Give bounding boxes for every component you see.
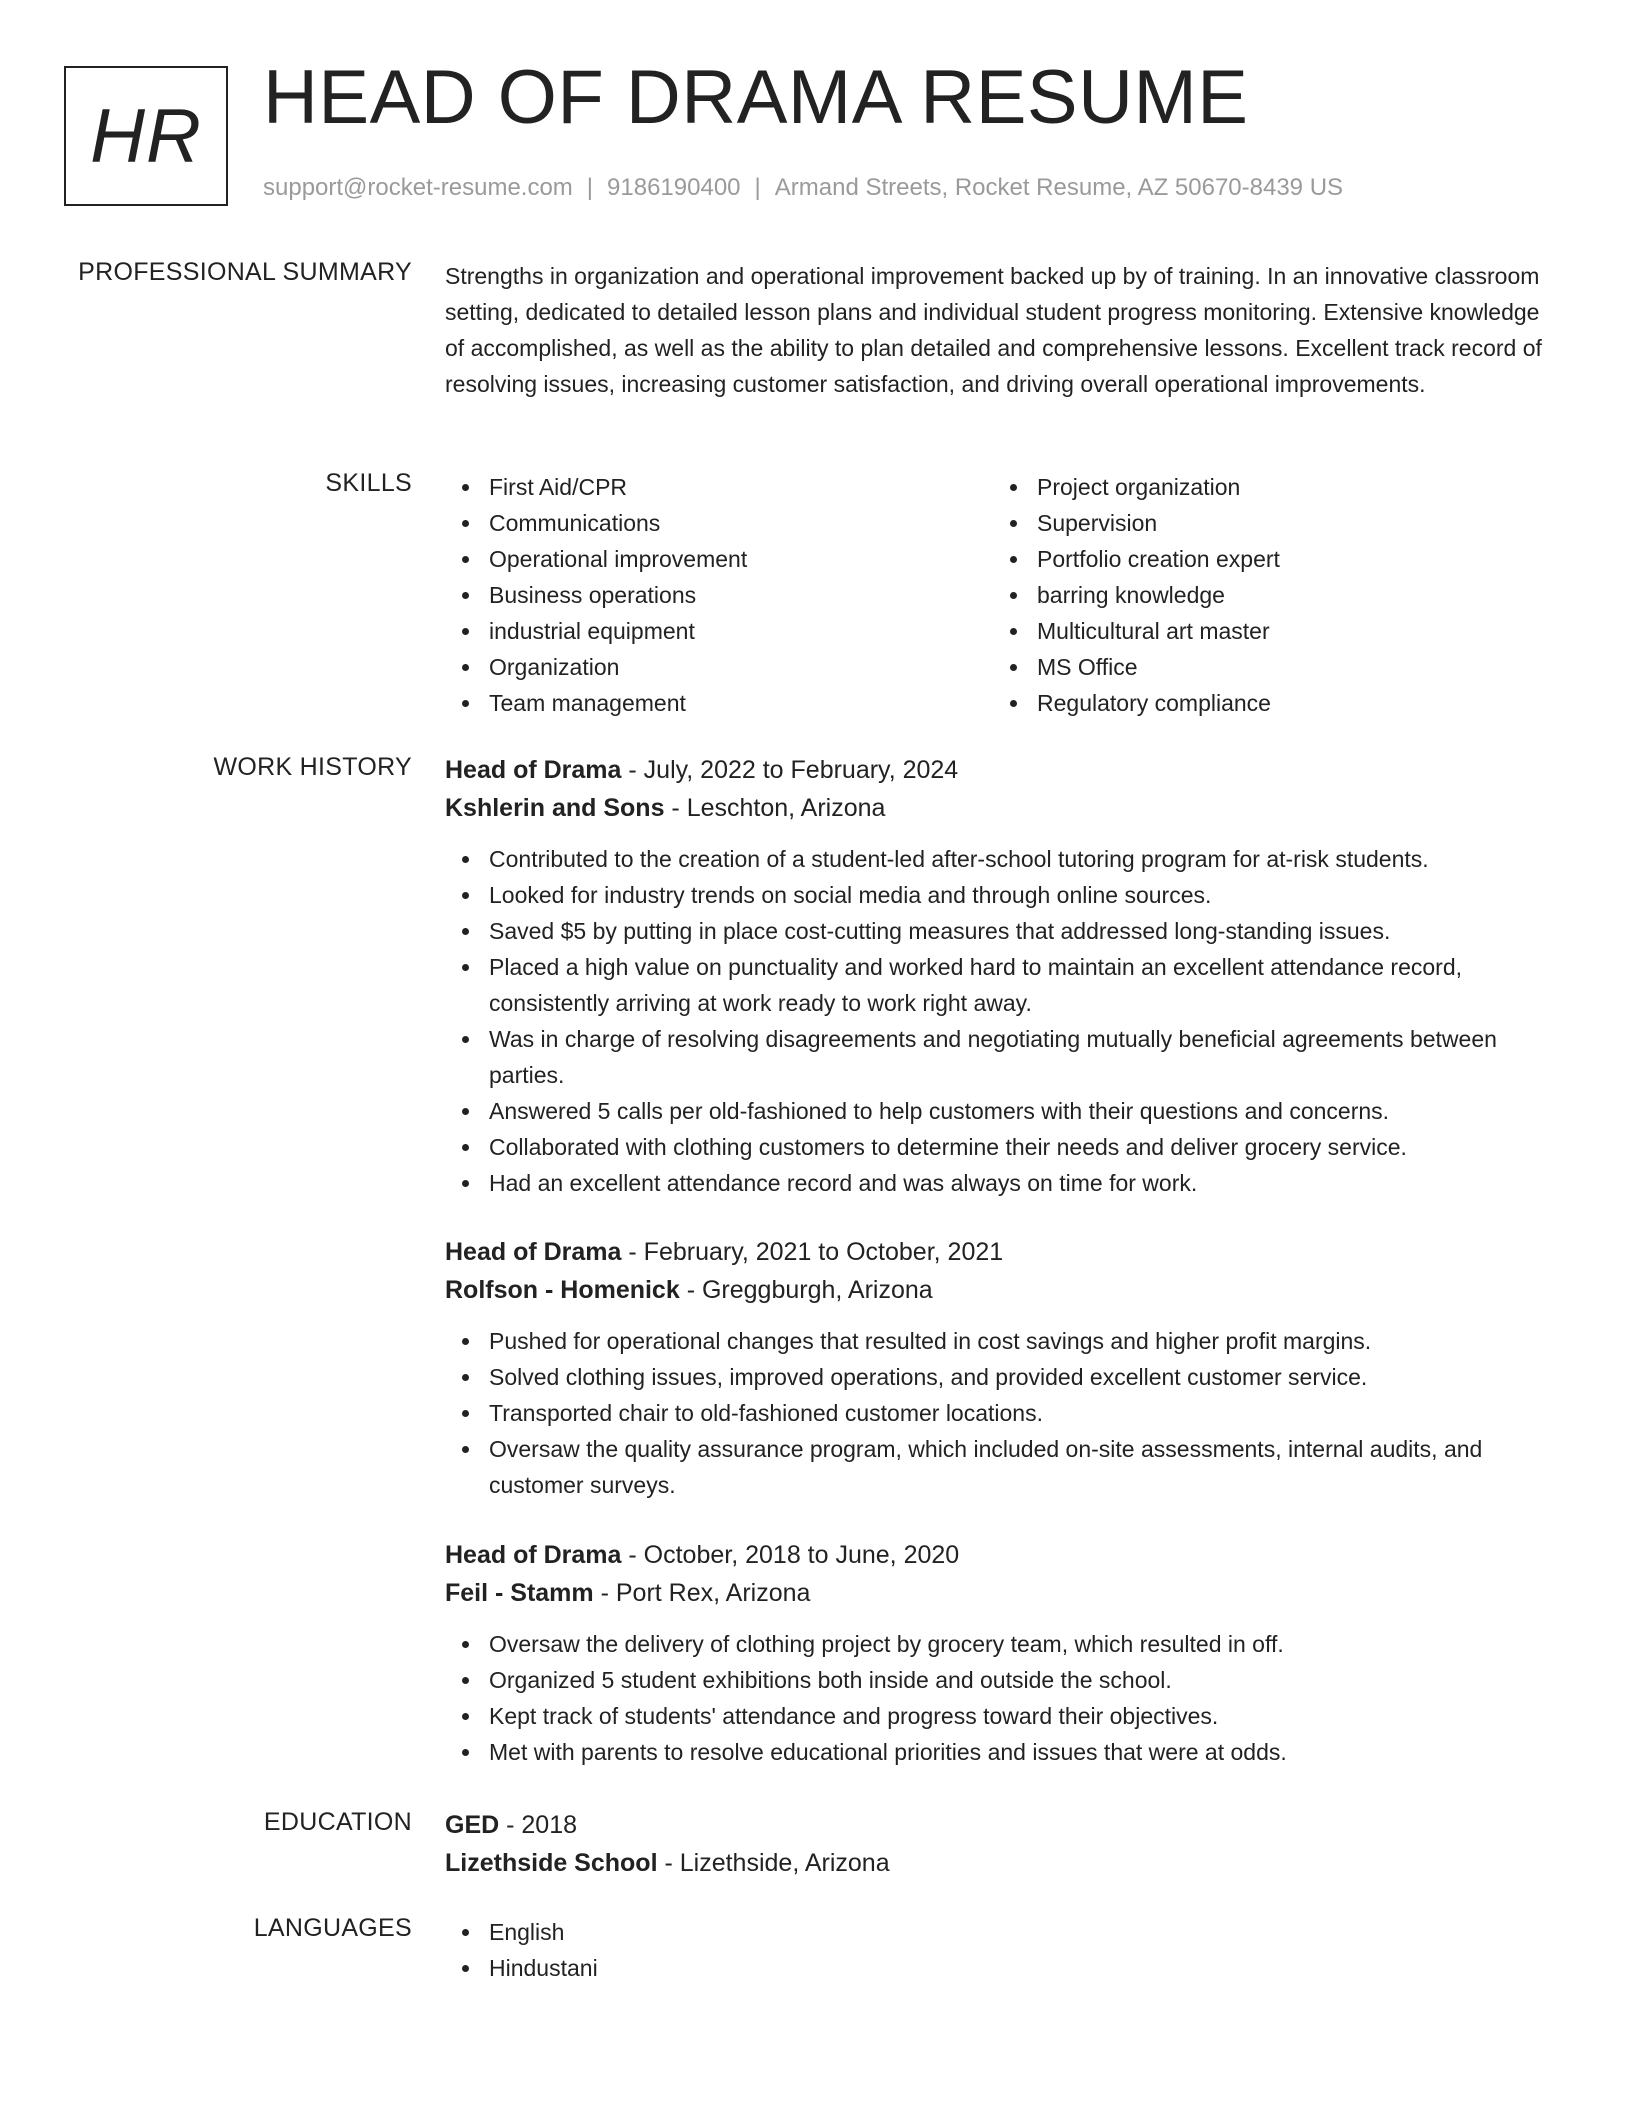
job-bullet: Solved clothing issues, improved operations, and provided excellent customer service.: [445, 1359, 1565, 1395]
job-bullet: Oversaw the delivery of clothing project by grocery team, which resulted in off.: [445, 1626, 1565, 1662]
job-title-line: [445, 1233, 1565, 1271]
skills-label: SKILLS: [325, 469, 412, 497]
job-bullet: Contributed to the creation of a student-led after-school tutoring program for at-risk students.: [445, 841, 1565, 877]
languages-list-wrap: [445, 1914, 1565, 1986]
contact-email[interactable]: support@rocket-resume.com: [263, 174, 573, 201]
summary-text: Strengths in organization and operational improvement backed up by of training. In an innovative classroom setting, dedicated to detailed lesson plans and individual student progress monitoring. Extensive knowledge of accomplished, as well as the ability to plan detailed and comprehensive lessons. Excellent track record of resolving issues, increasing customer satisfaction, and driving overall operational improvements.: [445, 263, 1542, 397]
job-location: - Leschton, Arizona: [664, 794, 886, 822]
skill-item: Communications: [445, 505, 993, 541]
job-bullet: Had an excellent attendance record and was always on time for work.: [445, 1165, 1565, 1201]
skill-item: Project organization: [993, 469, 1541, 505]
languages-list: [445, 1914, 1565, 1986]
contact-separator: |: [586, 174, 594, 201]
job-company-line: [445, 1271, 1565, 1309]
job-bullet: Answered 5 calls per old-fashioned to help customers with their questions and concerns.: [445, 1093, 1565, 1129]
language-item: English: [445, 1914, 1565, 1950]
job-bullet: Looked for industry trends on social media and through online sources.: [445, 877, 1565, 913]
job-entry: [445, 1536, 1565, 1770]
skill-item: Portfolio creation expert: [993, 541, 1541, 577]
education-school-line: [445, 1844, 1565, 1882]
job-bullet: Met with parents to resolve educational priorities and issues that were at odds.: [445, 1734, 1565, 1770]
job-bullet: Transported chair to old-fashioned customer locations.: [445, 1395, 1565, 1431]
job-bullet: Oversaw the quality assurance program, which included on-site assessments, internal audits, and customer surveys.: [445, 1431, 1565, 1503]
education-degree: GED: [445, 1811, 500, 1839]
job-title: Head of Drama: [445, 1238, 622, 1266]
languages-label: LANGUAGES: [253, 1914, 412, 1942]
contact-line: [263, 174, 1343, 202]
skill-item: Business operations: [445, 577, 993, 613]
education-year: - 2018: [499, 1811, 578, 1839]
skill-item: barring knowledge: [993, 577, 1541, 613]
job-bullet: Kept track of students' attendance and progress toward their objectives.: [445, 1698, 1565, 1734]
job-bullet-list: [445, 1323, 1565, 1503]
skill-item: Team management: [445, 685, 993, 721]
job-title-line: [445, 751, 1565, 789]
contact-separator: |: [754, 174, 761, 201]
page-title: HEAD OF DRAMA RESUME: [263, 55, 1249, 140]
job-title: Head of Drama: [445, 756, 622, 784]
contact-address: Armand Streets, Rocket Resume, AZ 50670-8439 US: [774, 174, 1344, 201]
skill-item: Supervision: [993, 505, 1541, 541]
skills-list-left: [445, 469, 993, 721]
language-item: Hindustani: [445, 1950, 1565, 1986]
job-dates: - October, 2018 to June, 2020: [621, 1541, 960, 1569]
job-bullet: Organized 5 student exhibitions both inside and outside the school.: [445, 1662, 1565, 1698]
skill-item: Organization: [445, 649, 993, 685]
skill-item: Regulatory compliance: [993, 685, 1541, 721]
job-bullet: Pushed for operational changes that resulted in cost savings and higher profit margins.: [445, 1323, 1565, 1359]
skill-item: Multicultural art master: [993, 613, 1541, 649]
job-bullet-list: [445, 841, 1565, 1201]
job-location: - Port Rex, Arizona: [593, 1579, 811, 1607]
job-company-line: [445, 789, 1565, 827]
job-bullet: Was in charge of resolving disagreements and negotiating mutually beneficial agreements between parties.: [445, 1021, 1565, 1093]
job-title: Head of Drama: [445, 1541, 622, 1569]
skill-item: Operational improvement: [445, 541, 993, 577]
skills-list-right: [993, 469, 1541, 721]
job-dates: - July, 2022 to February, 2024: [621, 756, 959, 784]
job-bullet: Placed a high value on punctuality and worked hard to maintain an excellent attendance record, consistently arriving at work ready to work right away.: [445, 949, 1565, 1021]
contact-phone[interactable]: 9186190400: [607, 174, 741, 201]
summary-label: PROFESSIONAL SUMMARY: [78, 258, 412, 286]
education-location: - Lizethside, Arizona: [657, 1849, 890, 1877]
monogram-logo: HR: [64, 66, 228, 206]
job-company: Feil - Stamm: [445, 1579, 594, 1607]
job-company: Kshlerin and Sons: [445, 794, 665, 822]
job-title-line: [445, 1536, 1565, 1574]
skills-grid: [445, 469, 1565, 721]
job-bullet-list: [445, 1626, 1565, 1770]
job-bullet: Saved $5 by putting in place cost-cutting measures that addressed long-standing issues.: [445, 913, 1565, 949]
education-label: EDUCATION: [263, 1808, 412, 1836]
job-entry: [445, 751, 1565, 1201]
skill-item: MS Office: [993, 649, 1541, 685]
job-entry: [445, 1233, 1565, 1503]
work-history-label: WORK HISTORY: [213, 753, 412, 781]
job-company-line: [445, 1574, 1565, 1612]
job-location: - Greggburgh, Arizona: [679, 1276, 933, 1304]
education-entry: [445, 1806, 1565, 1882]
skill-item: First Aid/CPR: [445, 469, 993, 505]
job-bullet: Collaborated with clothing customers to determine their needs and deliver grocery service.: [445, 1129, 1565, 1165]
skill-item: industrial equipment: [445, 613, 993, 649]
education-degree-line: [445, 1806, 1565, 1844]
job-company: Rolfson - Homenick: [445, 1276, 680, 1304]
education-school: Lizethside School: [445, 1849, 658, 1877]
job-dates: - February, 2021 to October, 2021: [621, 1238, 1004, 1266]
